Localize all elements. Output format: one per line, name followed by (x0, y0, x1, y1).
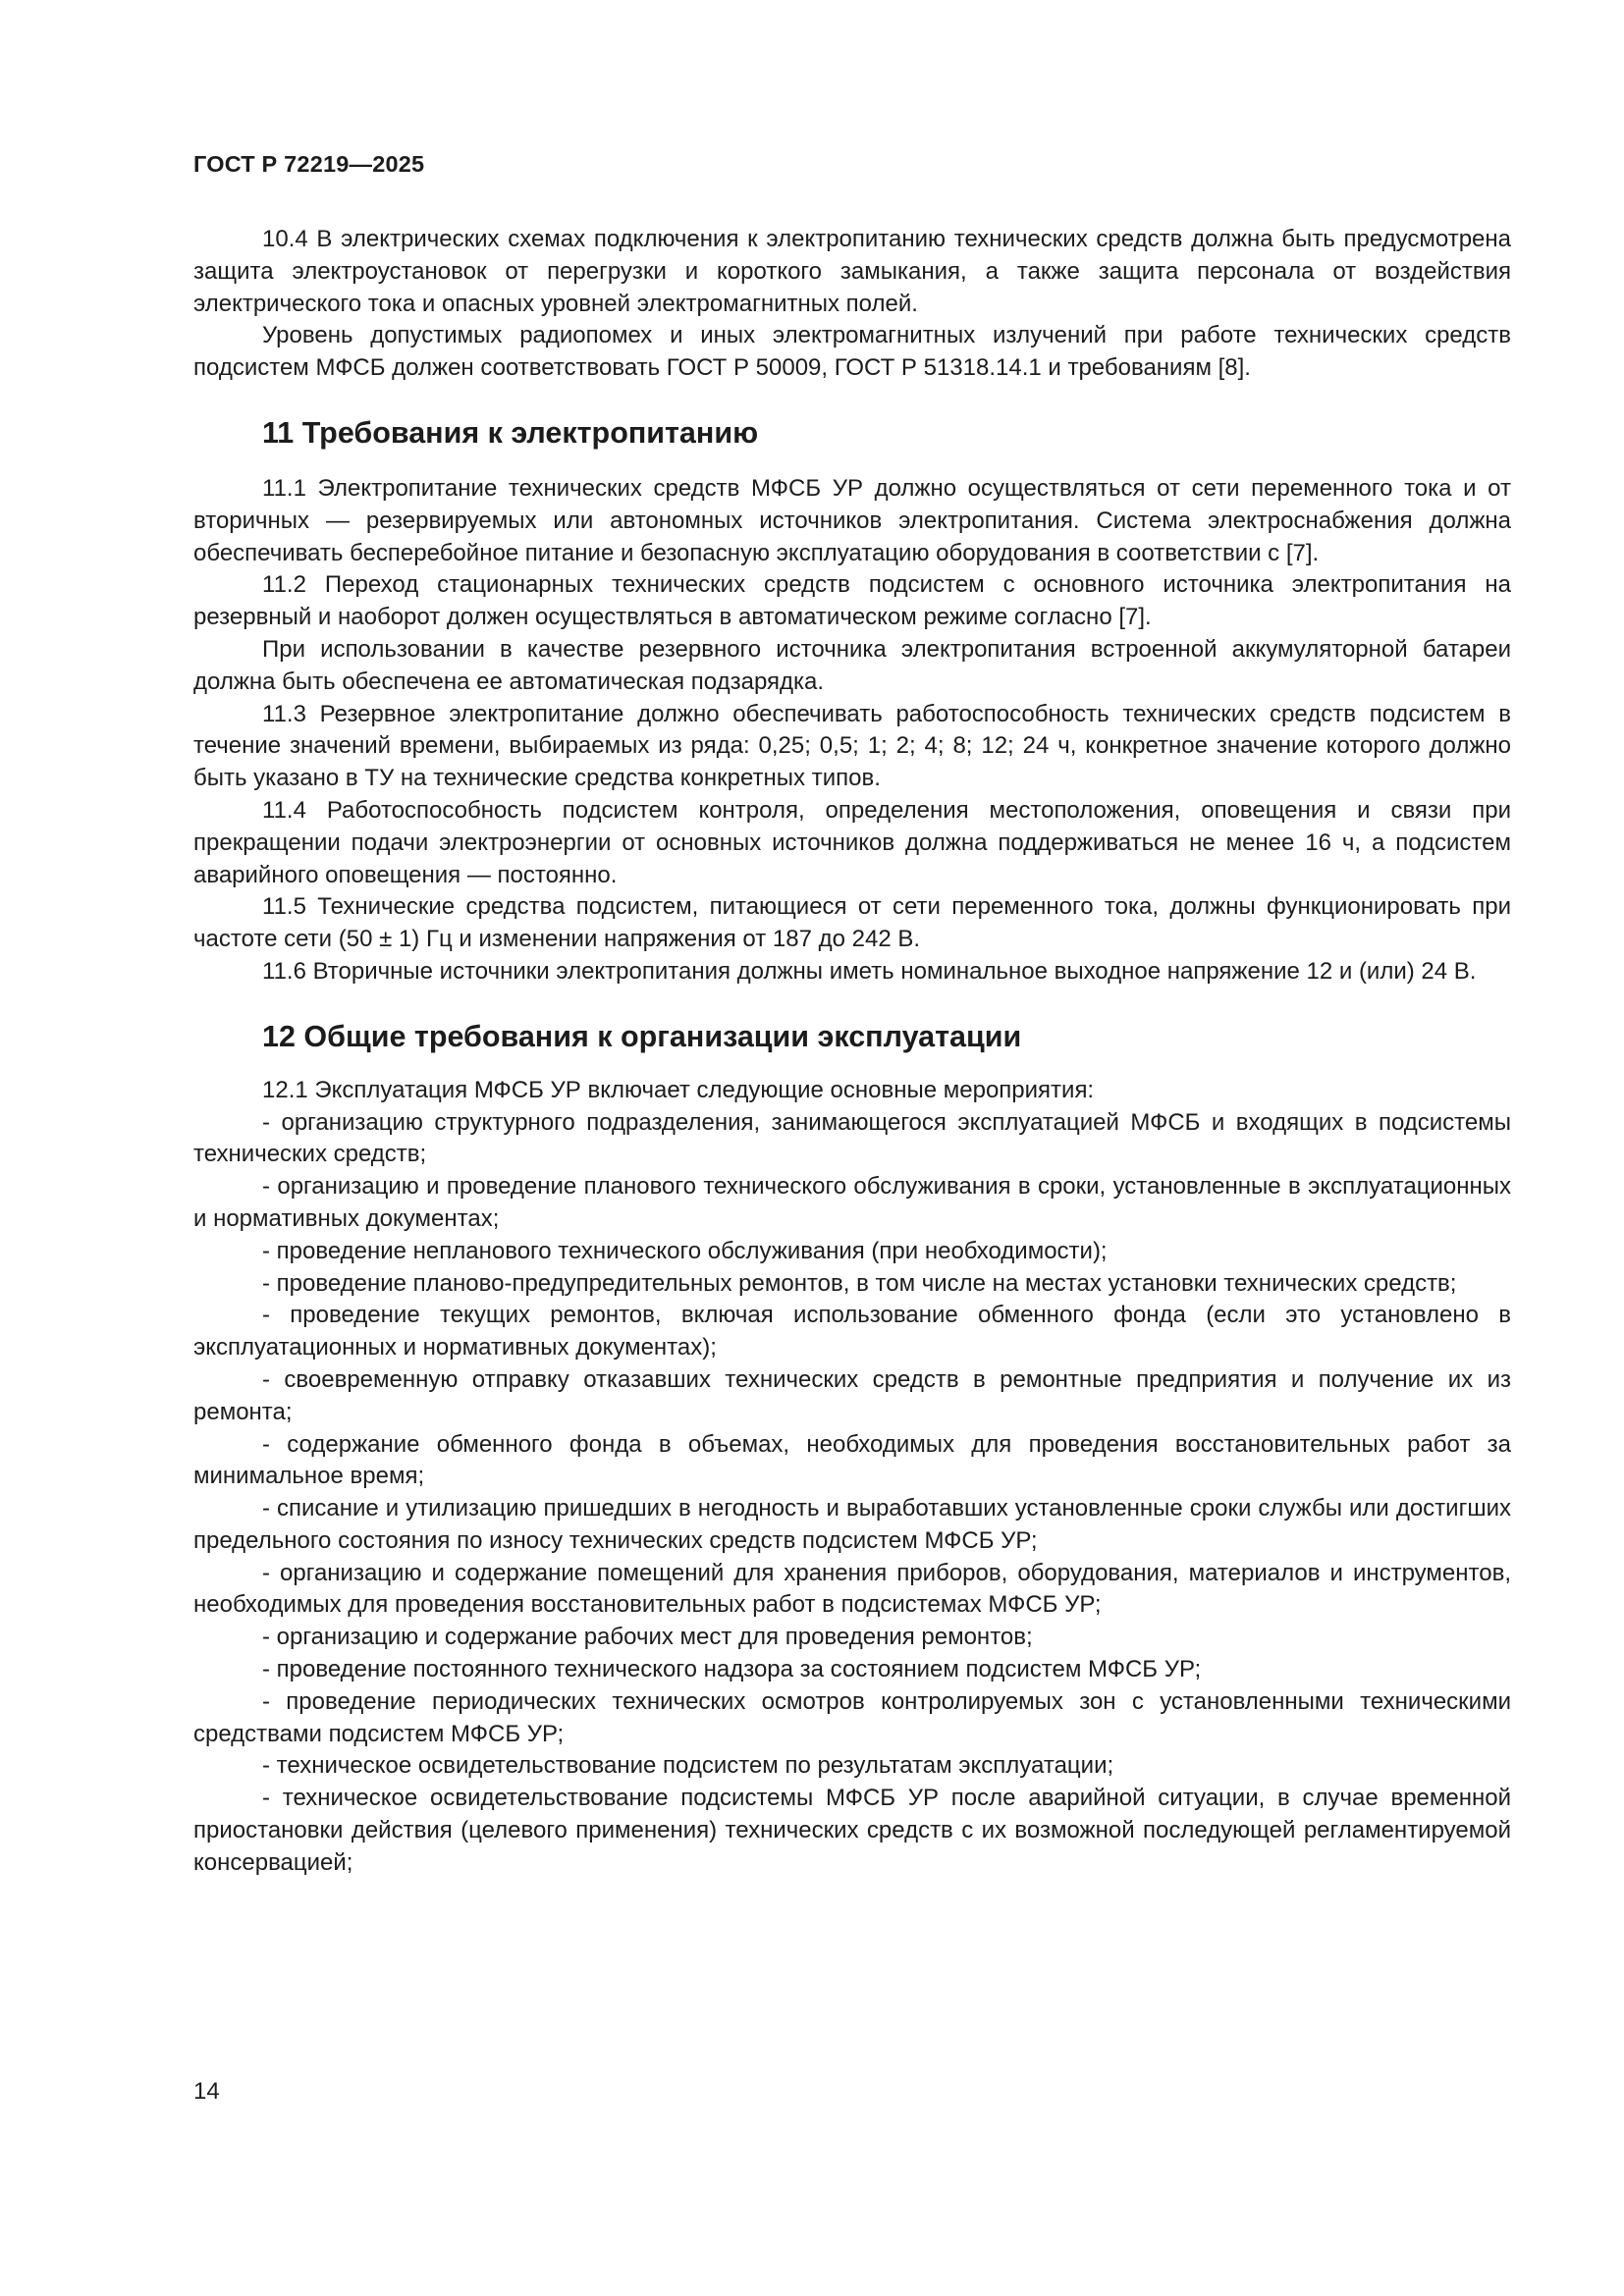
list-item: - проведение постоянного технического надзора за состоянием подсистем МФСБ УР; (262, 1656, 1202, 1683)
list-item: - своевременную отправку отказавших технических средств в ремонтные предприятия и получение их из ремонта; (193, 1365, 1511, 1425)
standard-header: ГОСТ Р 72219—2025 (193, 151, 425, 177)
paragraph-11-4: 11.4 Работоспособность подсистем контроля, определения местоположения, оповещения и связи при прекращении подачи электроэнергии от основных источников должна поддерживаться не менее 16 ч, а подсистем аварийного оповещения — постоянно. (193, 796, 1511, 888)
list-item: - организацию и проведение планового технического обслуживания в сроки, установленные в эксплуатационных и нормативных документах; (193, 1173, 1511, 1232)
page-number: 14 (193, 2078, 220, 2105)
list-item: - проведение непланового технического обслуживания (при необходимости); (262, 1237, 1108, 1264)
list-item: - проведение планово-предупредительных ремонтов, в том числе на местах установки технических средств; (262, 1269, 1457, 1297)
paragraph-11-2-battery: При использовании в качестве резервного источника электропитания встроенной аккумуляторной батареи должна быть обеспечена ее автоматическая подзарядка. (193, 635, 1511, 695)
paragraph-10-4: 10.4 В электрических схемах подключения к электропитанию технических средств должна быть предусмотрена защита электроустановок от перегрузки и короткого замыкания, а также защита персонала от воздействия электрического тока и опасных уровней электромагнитных полей. (193, 226, 1511, 317)
paragraph-12-1: 12.1 Эксплуатация МФСБ УР включает следующие основные мероприятия: (262, 1076, 1095, 1103)
paragraph-11-6: 11.6 Вторичные источники электропитания должны иметь номинальное выходное напряжение 12 и (или) 24 В. (262, 957, 1477, 985)
list-item: - организацию структурного подразделения, занимающегося эксплуатацией МФСБ и входящих в подсистемы технических средств; (193, 1108, 1511, 1168)
list-item: - организацию и содержание помещений для хранения приборов, оборудования, материалов и инструментов, необходимых для проведения восстановительных работ в подсистемах МФСБ УР; (193, 1559, 1511, 1619)
list-item: - техническое освидетельствование подсистемы МФСБ УР после аварийной ситуации, в случае временной приостановки действия (целевого применения) технических средств с их возможной последующей регламентируемой консервацией; (193, 1785, 1511, 1876)
section-12-heading: 12 Общие требования к организации эксплуатации (262, 1019, 1022, 1053)
list-item: - проведение периодических технических осмотров контролируемых зон с установленными техническими средствами подсистем МФСБ УР; (193, 1687, 1511, 1747)
paragraph-10-4-radio-interference: Уровень допустимых радиопомех и иных электромагнитных излучений при работе технических средств подсистем МФСБ должен соответствовать ГОСТ Р 50009, ГОСТ Р 51318.14.1 и требованиям [8]. (193, 322, 1511, 382)
paragraph-11-3: 11.3 Резервное электропитание должно обеспечивать работоспособность технических средств подсистем в течение значений времени, выбираемых из ряда: 0,25; 0,5; 1; 2; 4; 8; 12; 24 ч, конкретное значение которого должно быть указано в ТУ на технические средства конкретных типов. (193, 700, 1511, 792)
list-item: - техническое освидетельствование подсистем по результатам эксплуатации; (262, 1752, 1114, 1780)
list-item: - проведение текущих ремонтов, включая использование обменного фонда (если это установлено в эксплуатационных и нормативных документах); (193, 1302, 1511, 1362)
paragraph-11-2: 11.2 Переход стационарных технических средств подсистем с основного источника электропитания на резервный и наоборот должен осуществляться в автоматическом режиме согласно [7]. (193, 571, 1511, 631)
list-item: - содержание обменного фонда в объемах, необходимых для проведения восстановительных работ за минимальное время; (193, 1430, 1511, 1490)
list-item: - списание и утилизацию пришедших в негодность и выработавших установленные сроки службы или достигших предельного состояния по износу технических средств подсистем МФСБ УР; (193, 1495, 1511, 1554)
section-11-heading: 11 Требования к электропитанию (262, 415, 759, 450)
list-item: - организацию и содержание рабочих мест для проведения ремонтов; (262, 1624, 1033, 1651)
paragraph-11-1: 11.1 Электропитание технических средств МФСБ УР должно осуществляться от сети переменного тока и от вторичных — резервируемых или автономных источников электропитания. Система электроснабжения должна обеспечивать бесперебойное питание и безопасную эксплуатацию оборудования в соответствии с [7]. (193, 474, 1511, 566)
page-content (193, 224, 1511, 1880)
paragraph-11-5: 11.5 Технические средства подсистем, питающиеся от сети переменного тока, должны функционировать при частоте сети (50 ± 1) Гц и изменении напряжения от 187 до 242 В. (193, 893, 1511, 953)
